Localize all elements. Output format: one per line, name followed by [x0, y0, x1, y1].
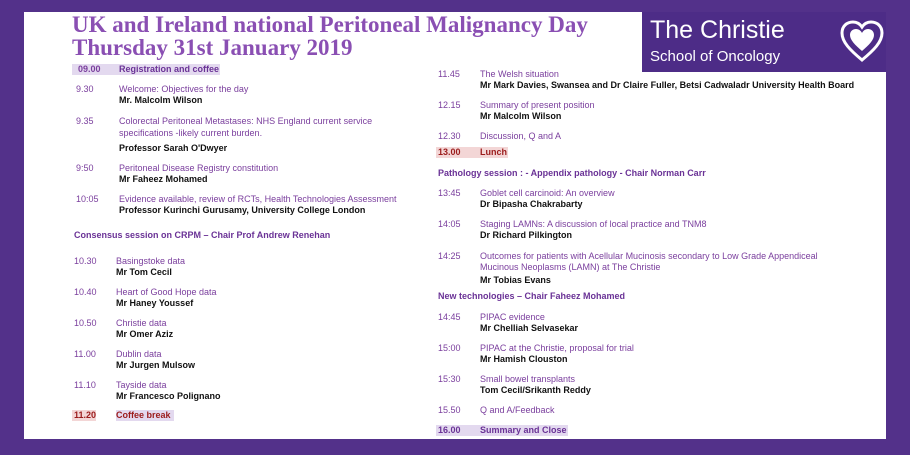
description: Goblet cell carcinoid: An overview — [480, 188, 615, 198]
time: 9.30 — [76, 84, 94, 94]
speaker: Mr Jurgen Mulsow — [116, 360, 196, 370]
description: Staging LAMNs: A discussion of local practice and TNM8 — [480, 219, 707, 229]
speaker: Mr Tobias Evans — [480, 275, 551, 285]
time: 10.30 — [74, 256, 97, 266]
speaker: Mr Francesco Polignano — [116, 391, 221, 401]
time: 15.50 — [438, 405, 461, 415]
time: 13:45 — [438, 188, 461, 198]
description-cont: specifications -likely current burden. — [119, 128, 263, 138]
speaker: Mr Malcolm Wilson — [480, 111, 562, 121]
agenda-page — [24, 12, 886, 439]
section-header-newtech: New technologies – Chair Faheez Mohamed — [438, 291, 626, 301]
description: Lunch — [480, 147, 507, 157]
time: 10:05 — [76, 194, 99, 204]
speaker: Mr Hamish Clouston — [480, 354, 568, 364]
description: Discussion, Q and A — [480, 131, 562, 141]
time: 15:30 — [438, 374, 461, 384]
christie-logo — [642, 12, 886, 72]
description: Peritoneal Disease Registry constitution — [119, 163, 279, 173]
speaker: Mr Haney Youssef — [116, 298, 194, 308]
description: PIPAC evidence — [480, 312, 545, 322]
time: 13.00 — [438, 147, 461, 157]
speaker: Mr Faheez Mohamed — [119, 174, 208, 184]
description: Basingstoke data — [116, 256, 186, 266]
time: 16.00 — [438, 425, 461, 435]
description: Evidence available, review of RCTs, Health Technologies Assessment — [119, 194, 397, 204]
description: Registration and coffee — [119, 64, 220, 74]
time: 09.00 — [78, 64, 101, 74]
event-title: UK and Ireland national Peritoneal Malignancy Day — [72, 12, 588, 37]
time: 12.15 — [438, 100, 461, 110]
time: 15:00 — [438, 343, 461, 353]
time: 12.30 — [438, 131, 461, 141]
speaker: Tom Cecil/Srikanth Reddy — [480, 385, 591, 395]
description: Christie data — [116, 318, 167, 328]
speaker: Mr Chelliah Selvasekar — [480, 323, 579, 333]
section-header-consensus: Consensus session on CRPM – Chair Prof Andrew Renehan — [74, 230, 331, 240]
event-date: Thursday 31st January 2019 — [72, 35, 353, 60]
time: 14:45 — [438, 312, 461, 322]
time: 14:25 — [438, 251, 461, 261]
speaker: Professor Sarah O'Dwyer — [119, 143, 228, 153]
description: Summary of present position — [480, 100, 595, 110]
description: PIPAC at the Christie, proposal for trial — [480, 343, 634, 353]
logo-name: The Christie — [650, 16, 785, 44]
heart-icon — [840, 20, 884, 64]
description: Tayside data — [116, 380, 167, 390]
time: 9:50 — [76, 163, 94, 173]
description-cont: Mucinous Neoplasms (LAMN) at The Christie — [480, 262, 661, 272]
description: Heart of Good Hope data — [116, 287, 217, 297]
speaker: Mr Omer Aziz — [116, 329, 174, 339]
time: 11.00 — [74, 349, 96, 359]
logo-tagline: School of Oncology — [650, 48, 781, 65]
description: Small bowel transplants — [480, 374, 576, 384]
description: Colorectal Peritoneal Metastases: NHS England current service — [119, 116, 373, 126]
time: 9.35 — [76, 116, 94, 126]
speaker: Professor Kurinchi Gurusamy, University College London — [119, 205, 366, 215]
speaker: Mr Mark Davies, Swansea and Dr Claire Fuller, Betsi Cadwaladr University Health Board — [480, 80, 855, 90]
time: 10.50 — [74, 318, 97, 328]
description: Welcome: Objectives for the day — [119, 84, 249, 94]
description: Outcomes for patients with Acellular Mucinosis secondary to Low Grade Appendiceal — [480, 251, 818, 261]
speaker: Mr Tom Cecil — [116, 267, 172, 277]
description: Dublin data — [116, 349, 162, 359]
speaker: Mr. Malcolm Wilson — [119, 95, 203, 105]
section-header-pathology: Pathology session : - Appendix pathology - Chair Norman Carr — [438, 168, 706, 178]
time: 11.20 — [74, 410, 97, 420]
description: Coffee break — [116, 410, 171, 420]
time: 14:05 — [438, 219, 461, 229]
time: 10.40 — [74, 287, 97, 297]
description: Q and A/Feedback — [480, 405, 555, 415]
time: 11.10 — [74, 380, 96, 390]
speaker: Dr Bipasha Chakrabarty — [480, 199, 583, 209]
speaker: Dr Richard Pilkington — [480, 230, 573, 240]
description: Summary and Close — [480, 425, 567, 435]
description: The Welsh situation — [480, 69, 559, 79]
time: 11.45 — [438, 69, 460, 79]
